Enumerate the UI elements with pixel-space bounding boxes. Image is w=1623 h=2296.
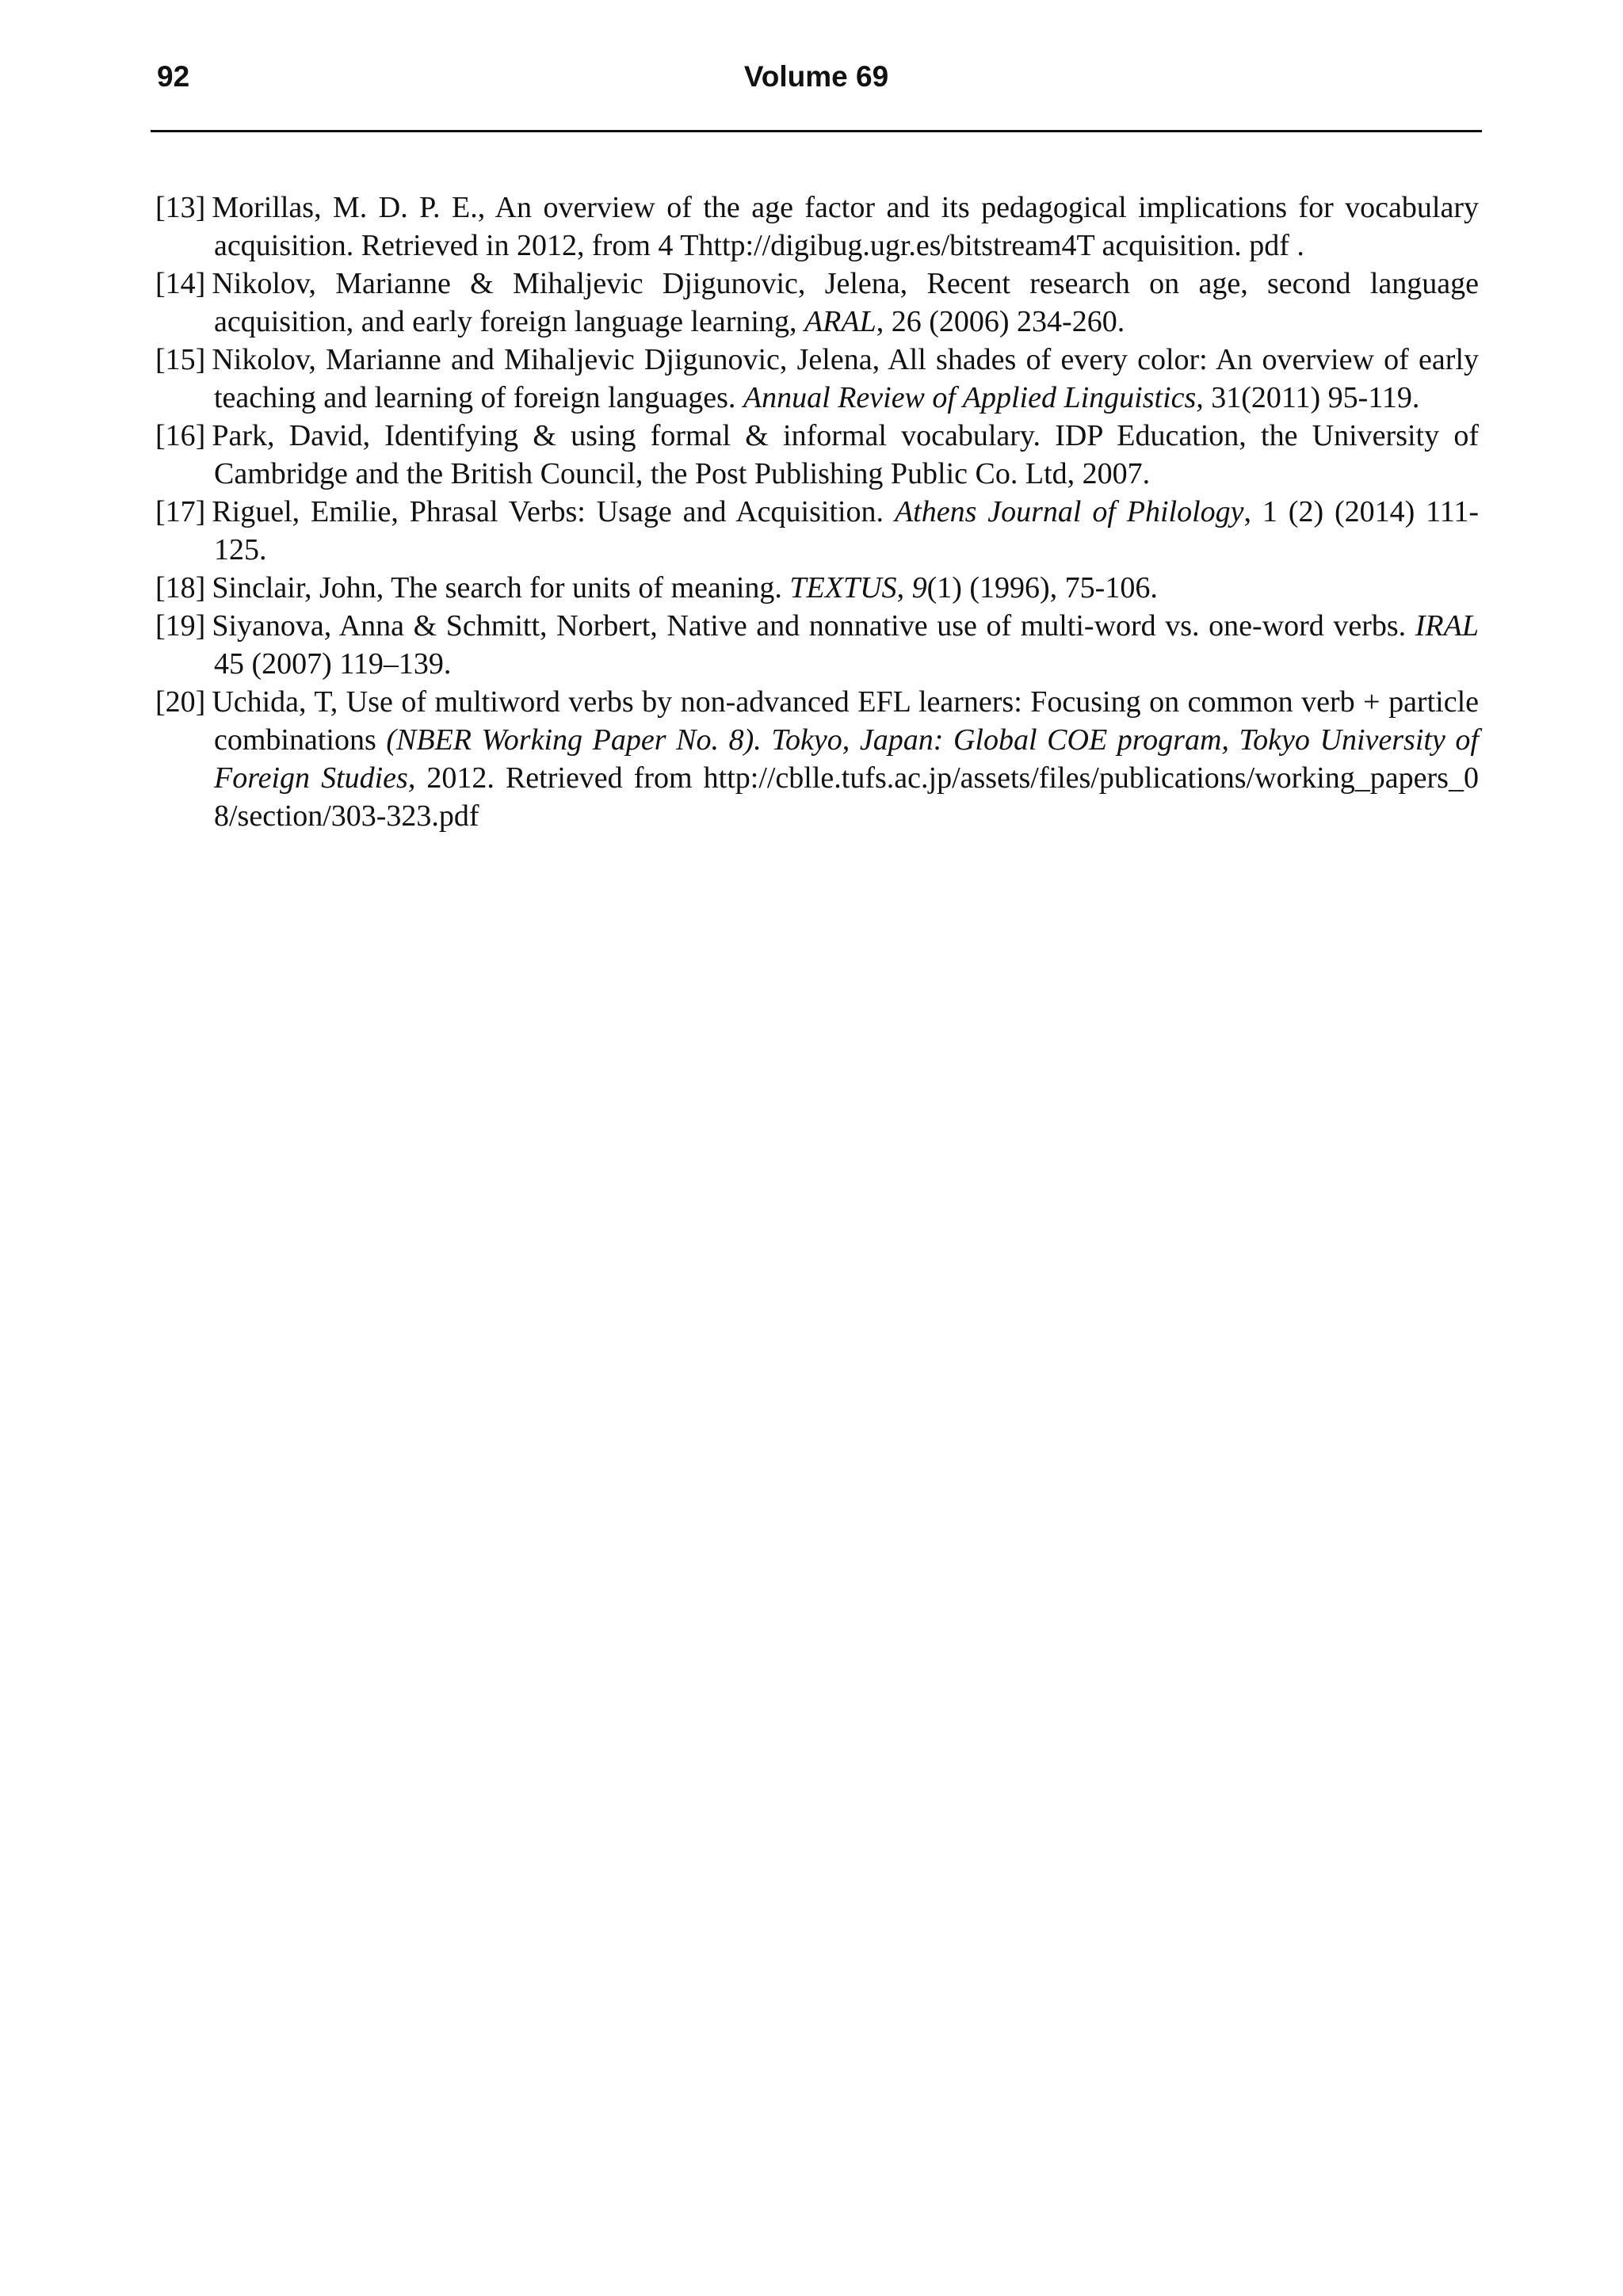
reference-text: Uchida, T, Use of multiword verbs by non-advanced EFL learners: Focusing on common verb + particle combinations (212, 685, 1479, 757)
page-number: 92 (157, 60, 190, 93)
reference-journal: IRAL (1415, 609, 1479, 643)
reference-volume: 9 (911, 571, 927, 605)
reference-journal: TEXTUS (789, 571, 897, 605)
reference-text: 2012. Retrieved from (415, 761, 704, 795)
reference-text: , 1 (2) (2014) 111-125. (214, 495, 1479, 566)
reference-16 (155, 417, 1479, 493)
reference-text: Nikolov, Marianne & Mihaljevic Djigunovic, Jelena, Recent research on age, second language acquisition, and early foreign language learning, (212, 267, 1479, 338)
reference-text: 31(2011) 95-119. (1203, 381, 1420, 414)
reference-journal: Annual Review of Applied Linguistics, (743, 381, 1204, 414)
reference-text: , (896, 571, 912, 605)
reference-text: (1) (1996), 75-106. (926, 571, 1158, 605)
reference-text: Park, David, Identifying & using formal & informal vocabulary. IDP Education, the University of Cambridge and the British Council, the Post Publishing Public Co. Ltd, 2007. (212, 419, 1479, 490)
page-header (151, 55, 1482, 101)
reference-text: Morillas, M. D. P. E., An overview of the age factor and its pedagogical implications for vocabulary acquisition. Retrieved in 2012, from 4 (212, 191, 1479, 262)
reference-number: [15] (155, 343, 206, 376)
reference-number: [16] (155, 419, 206, 452)
reference-text: 45 (2007) 119–139. (214, 647, 452, 681)
header-rule (151, 130, 1482, 132)
reference-14 (155, 265, 1479, 341)
reference-13 (155, 189, 1479, 265)
reference-17 (155, 493, 1479, 569)
reference-20 (155, 683, 1479, 835)
reference-text: acquisition. pdf . (1094, 229, 1304, 262)
reference-list (155, 189, 1479, 835)
reference-text: , 26 (2006) 234-260. (876, 305, 1125, 338)
reference-text: Siyanova, Anna & Schmitt, Norbert, Native and nonnative use of multi-word vs. one-word verbs. (212, 609, 1415, 643)
reference-15 (155, 341, 1479, 417)
reference-journal: Athens Journal of Philology (894, 495, 1244, 528)
reference-journal: ARAL (804, 305, 876, 338)
reference-text: Sinclair, John, The search for units of meaning. (212, 571, 790, 605)
reference-url: http://cblle.tufs.ac.jp/assets/files/publications/working_papers_08/section/303-323.pdf (214, 761, 1479, 833)
journal-volume: Volume 69 (743, 60, 889, 93)
reference-text: Nikolov, Marianne and Mihaljevic Djigunovic, Jelena, All shades of every color: An overview of early teaching and learning of foreign languages. (212, 343, 1479, 414)
reference-number: [19] (155, 609, 206, 643)
reference-number: [13] (155, 191, 206, 224)
reference-19 (155, 607, 1479, 683)
reference-text: Riguel, Emilie, Phrasal Verbs: Usage and Acquisition. (212, 495, 895, 528)
reference-number: [14] (155, 267, 206, 300)
reference-journal: (NBER Working Paper No. 8). Tokyo, Japan: Global COE program, Tokyo University of Foreign Studies, (214, 723, 1479, 795)
reference-url: Thttp://digibug.ugr.es/bitstream4T (680, 229, 1095, 262)
reference-number: [20] (155, 685, 206, 719)
reference-number: [17] (155, 495, 206, 528)
reference-18 (155, 569, 1479, 607)
reference-number: [18] (155, 571, 206, 605)
